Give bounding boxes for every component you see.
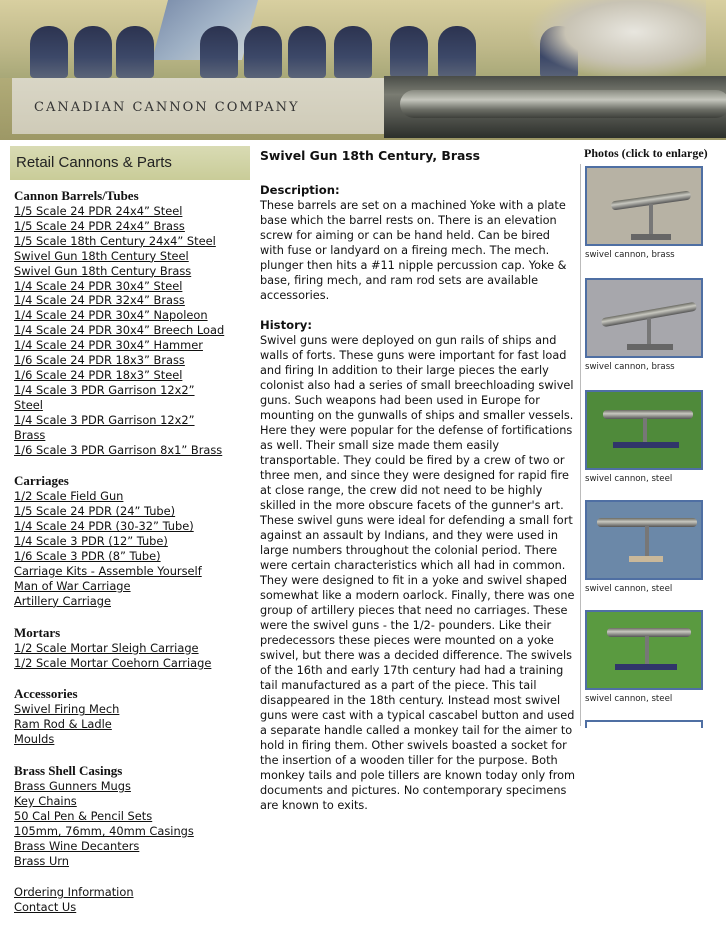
soldier-figure [438,26,476,78]
nav-link[interactable]: 1/2 Scale Field Gun [14,489,124,504]
cannon-barrel [607,628,691,637]
nav-link[interactable]: Swivel Gun 18th Century Steel [14,248,189,263]
nav-link[interactable]: 1/5 Scale 24 PDR 24x4” Brass [14,218,185,233]
nav-group-title: Accessories [14,686,78,702]
nav-link[interactable]: Moulds [14,732,55,747]
nav-link[interactable]: 1/4 Scale 24 PDR 32x4” Brass [14,293,185,308]
nav-link[interactable]: 1/2 Scale Mortar Sleigh Carriage [14,640,199,655]
cannon-yoke [645,636,649,664]
header-banner [0,0,726,140]
soldier-figure [390,26,428,78]
product-content [260,148,576,813]
description-text: These barrels are set on a machined Yoke with a plate base which the barrel rests on. There is an elevation screw for aiming or can be hand held. Can be bired with fuse or landyard on a fireing mech. The mech. plunger then hits a #11 nipple percussion cap. Yoke & base, firing mech, and ram rod sets are available accessories. [260,199,567,302]
nav-link[interactable]: 1/4 Scale 24 PDR (30-32” Tube) [14,519,194,534]
nav-link[interactable]: Brass Wine Decanters [14,838,140,853]
soldier-figure [30,26,68,78]
photo-caption: swivel cannon, steel [585,694,673,704]
photo-item[interactable] [585,390,709,484]
cannon-barrel-image [400,90,726,118]
cannon-yoke [643,418,647,442]
nav-group-shell-casings [14,763,254,868]
nav-link[interactable]: 1/5 Scale 18th Century 24x4” Steel [14,233,216,248]
nav-link[interactable]: 1/5 Scale 24 PDR (24” Tube) [14,504,176,519]
cannon-base [615,664,677,670]
nav-group-carriages [14,473,254,608]
photo-background [587,612,701,688]
footer-links [14,885,254,915]
cannon-base [627,344,673,350]
nav-link[interactable]: 1/4 Scale 24 PDR 30x4” Breech Load [14,323,225,338]
nav-link[interactable]: 1/6 Scale 3 PDR Garrison 8x1” Brass [14,442,223,457]
nav-group-barrels [14,188,254,457]
nav-link[interactable]: Swivel Gun 18th Century Brass [14,263,192,278]
sidebar-nav [14,188,254,914]
nav-group-title: Brass Shell Casings [14,763,123,779]
horse-image [526,0,706,80]
photo-item[interactable] [585,278,709,372]
photo-item[interactable] [585,500,709,594]
cannon-base [631,234,671,240]
photo-caption: swivel cannon, brass [585,362,675,372]
nav-link[interactable]: Brass Urn [14,853,70,868]
soldier-figure [288,26,326,78]
product-title: Swivel Gun 18th Century, Brass [260,148,481,163]
soldier-figure [74,26,112,78]
nav-link[interactable]: 1/4 Scale 24 PDR 30x4” Napoleon [14,308,208,323]
cannon-barrel [603,410,693,419]
cannon-base [613,442,679,448]
brand-name: CANADIAN CANNON COMPANY [34,100,300,115]
nav-link[interactable]: Man of War Carriage [14,578,131,593]
photo-item-partial[interactable] [585,720,709,728]
cannon-yoke [645,526,649,556]
nav-link[interactable]: 1/4 Scale 3 PDR Garrison 12x2” Brass [14,412,195,442]
photo-item[interactable] [585,610,709,704]
nav-group-title: Cannon Barrels/Tubes [14,188,139,203]
nav-link[interactable]: 105mm, 76mm, 40mm Casings [14,823,194,838]
soldier-figure [334,26,372,78]
nav-link[interactable]: Swivel Firing Mech [14,702,120,717]
photo-thumbnail[interactable] [585,166,703,246]
photo-thumbnail[interactable] [585,720,703,728]
soldier-figure [116,26,154,78]
photo-caption: swivel cannon, brass [585,250,675,260]
sidebar-section-header [10,146,250,180]
photo-caption: swivel cannon, steel [585,584,673,594]
cannon-base [629,556,663,562]
history-text: Swivel guns were deployed on gun rails of ships and walls of forts. These guns were important for fast load and firing In addition to their large pieces the early colonist also had a series of small breechloading swivel guns. Such weapons had been used in Europe for mounting on the gunwalls of ships and smaller vessels. Here they were popular for the defense of fortifications as well. Their small size made them easily transportable. They could be fired by a crew of two or three men, and since they were designed for rapid fire at close range, the crew did not need to be highly skilled in the more obscure facets of the gunner's art. These swivel guns were ideal for defending a small fort against an assault by Indians, and they were used in large numbers throughout the colonial period. There were certain characteristics which all had in common. They were designed to fit in a yoke and swivel shaped somewhat like a modern oarlock. Finally, there was one group of artillery pieces that need no carriages. These were the swivel guns - the 1/2- pounders. Like their predecessors these pieces were mounted on a yoke swivel, but there was a decided difference. The swivels of the 16th and early 17th century had had a training tail manufactured as a part of the piece. This tail disappeared in the 18th century. Instead most swivel guns were cast with a typical cascabel button and used a separate handle called a monkey tail for the aimer to hold in firing them. Other swivels boasted a socket for the insertion of a wooden tiller for the purpose. Both monkey tails and pole tillers are known today only from documents and pictures. No contemporary specimens are known to exits. [260,334,576,812]
nav-link[interactable]: 1/6 Scale 3 PDR (8” Tube) [14,549,161,564]
nav-link[interactable]: Key Chains [14,794,77,809]
description-heading: Description: [260,183,340,197]
photo-thumbnail[interactable] [585,500,703,580]
nav-link[interactable]: 1/5 Scale 24 PDR 24x4” Steel [14,204,183,218]
photo-caption: swivel cannon, steel [585,474,673,484]
photo-thumbnail[interactable] [585,390,703,470]
nav-link[interactable]: Ram Rod & Ladle [14,717,112,732]
photos-column [580,164,726,726]
photo-thumbnail[interactable] [585,610,703,690]
nav-link[interactable]: 1/4 Scale 3 PDR Garrison 12x2” Steel [14,382,195,412]
history-heading: History: [260,318,312,332]
ordering-information-link[interactable]: Ordering Information [14,884,134,899]
cannon-yoke [649,204,653,234]
photo-background [587,502,701,578]
nav-link[interactable]: 1/4 Scale 24 PDR 30x4” Steel [14,278,183,293]
cannon-yoke [647,318,651,344]
nav-link[interactable]: 1/4 Scale 3 PDR (12” Tube) [14,534,168,549]
photo-thumbnail[interactable] [585,278,703,358]
nav-link[interactable]: 1/6 Scale 24 PDR 18x3” Brass [14,353,185,368]
soldier-figure [200,26,238,78]
nav-link[interactable]: Artillery Carriage [14,593,111,608]
nav-link[interactable]: 1/4 Scale 24 PDR 30x4” Hammer [14,338,203,353]
soldier-figure [244,26,282,78]
nav-group-title: Carriages [14,473,69,489]
contact-us-link[interactable]: Contact Us [14,899,77,914]
photo-item[interactable] [585,166,709,260]
nav-group-title: Mortars [14,624,61,640]
nav-group-mortars [14,625,254,671]
sidebar-section-title: Retail Cannons & Parts [16,154,172,171]
nav-link[interactable]: Carriage Kits - Assemble Yourself [14,563,202,578]
photos-title: Photos (click to enlarge) [584,146,708,160]
nav-link[interactable]: Brass Gunners Mugs [14,779,131,794]
nav-link[interactable]: 1/6 Scale 24 PDR 18x3” Steel [14,367,183,382]
nav-link[interactable]: 1/2 Scale Mortar Coehorn Carriage [14,655,212,670]
nav-group-accessories [14,686,254,747]
nav-link[interactable]: 50 Cal Pen & Pencil Sets [14,809,153,823]
